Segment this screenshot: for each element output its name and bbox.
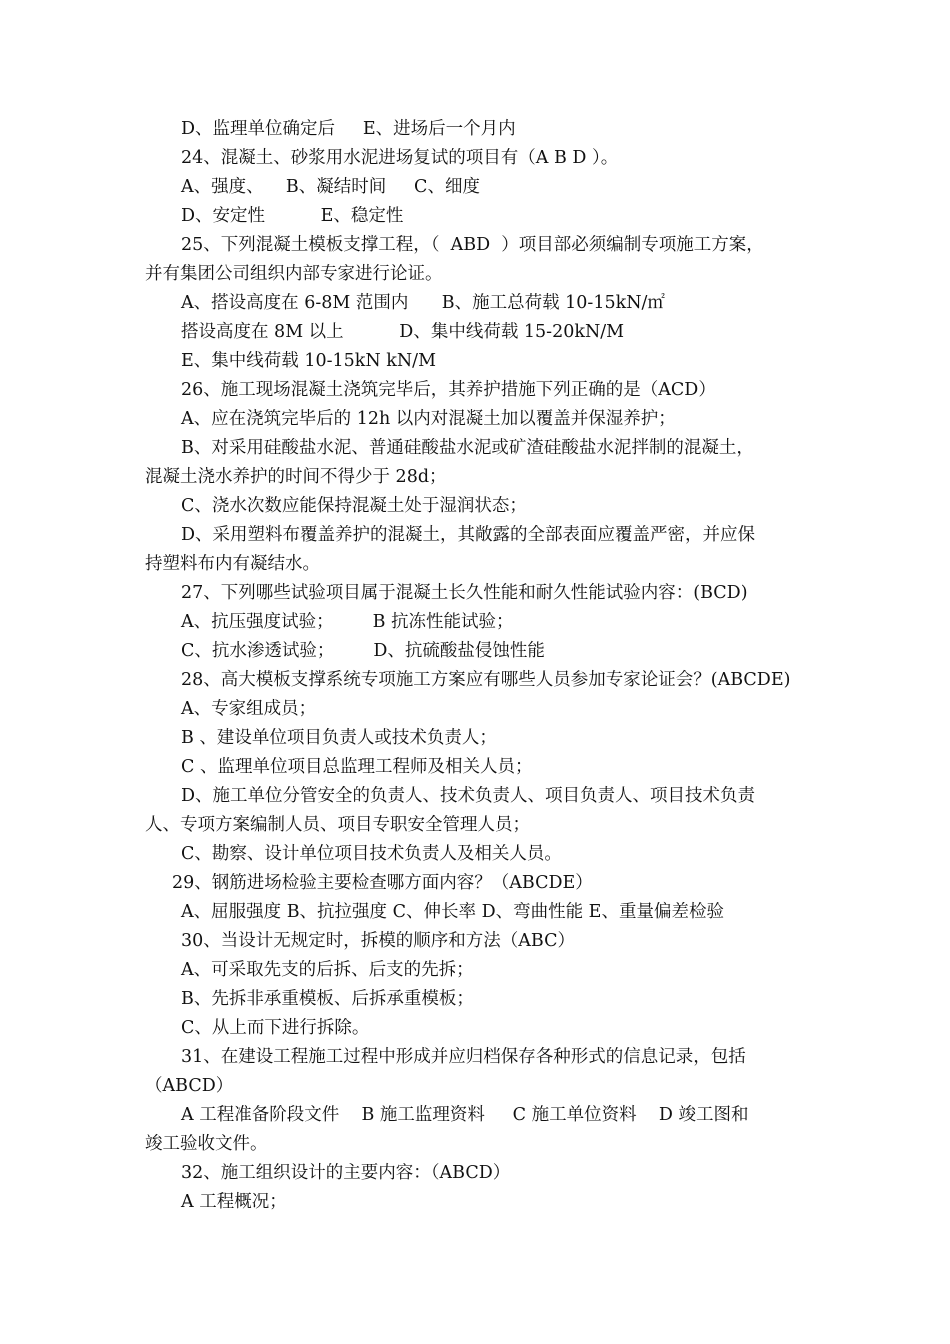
text-line: A、抗压强度试验； B 抗冻性能试验； xyxy=(181,612,514,632)
text-line: D、监理单位确定后 E、进场后一个月内 xyxy=(181,119,516,139)
text-line: A、可采取先支的后拆、后支的先拆； xyxy=(181,960,474,980)
text-line: B、先拆非承重模板、后拆承重模板； xyxy=(181,989,474,1009)
text-line: A、应在浇筑完毕后的 12h 以内对混凝土加以覆盖并保湿养护； xyxy=(181,409,676,429)
question-29: 29、钢筋进场检验主要检查哪方面内容？（ABCDE） xyxy=(172,873,593,893)
text-line: 竣工验收文件。 xyxy=(145,1134,268,1154)
text-line: 搭设高度在 8M 以上 D、集中线荷载 15-20kN/M xyxy=(181,322,625,342)
text-line: A、强度、 B、凝结时间 C、细度 xyxy=(181,177,480,197)
text-line: B 、建设单位项目负责人或技术负责人； xyxy=(181,728,497,748)
question-24: 24、混凝土、砂浆用水泥进场复试的项目有（A B D ）。 xyxy=(181,148,619,168)
text-line: A 工程概况； xyxy=(181,1192,287,1212)
text-line: B、对采用硅酸盐水泥、普通硅酸盐水泥或矿渣硅酸盐水泥拌制的混凝土， xyxy=(181,438,754,458)
text-line: （ABCD） xyxy=(145,1076,234,1096)
text-line: A、屈服强度 B、抗拉强度 C、伸长率 D、弯曲性能 E、重量偏差检验 xyxy=(181,902,724,922)
text-line: D、采用塑料布覆盖养护的混凝土，其敞露的全部表面应覆盖严密，并应保 xyxy=(181,525,756,545)
text-line: A、搭设高度在 6-8M 范围内 B、施工总荷载 10-15kN/㎡ xyxy=(181,293,665,313)
text-line: C、浇水次数应能保持混凝土处于湿润状态； xyxy=(181,496,527,516)
text-line: A、专家组成员； xyxy=(181,699,317,719)
question-28: 28、高大模板支撑系统专项施工方案应有哪些人员参加专家论证会？(ABCDE) xyxy=(181,670,791,690)
text-line: 并有集团公司组织内部专家进行论证。 xyxy=(145,264,443,284)
question-30: 30、当设计无规定时，拆模的顺序和方法（ABC） xyxy=(181,931,575,951)
question-26: 26、施工现场混凝土浇筑完毕后，其养护措施下列正确的是（ACD） xyxy=(181,380,716,400)
text-line: D、安定性 E、稳定性 xyxy=(181,206,404,226)
question-32: 32、施工组织设计的主要内容：（ABCD） xyxy=(181,1163,511,1183)
text-line: 混凝土浇水养护的时间不得少于 28d； xyxy=(145,467,447,487)
text-line: D、施工单位分管安全的负责人、技术负责人、项目负责人、项目技术负责 xyxy=(181,786,756,806)
text-line: C、抗水渗透试验； D、抗硫酸盐侵蚀性能 xyxy=(181,641,545,661)
text-line: C、从上而下进行拆除。 xyxy=(181,1018,370,1038)
question-27: 27、下列哪些试验项目属于混凝土长久性能和耐久性能试验内容：(BCD) xyxy=(181,583,748,603)
question-31: 31、在建设工程施工过程中形成并应归档保存各种形式的信息记录，包括 xyxy=(181,1047,746,1067)
text-line: 持塑料布内有凝结水。 xyxy=(145,554,320,574)
text-line: E、集中线荷载 10-15kN kN/M xyxy=(181,351,436,371)
text-line: C、勘察、设计单位项目技术负责人及相关人员。 xyxy=(181,844,562,864)
text-line: 人、专项方案编制人员、项目专职安全管理人员； xyxy=(145,815,530,835)
text-line: A 工程准备阶段文件 B 施工监理资料 C 施工单位资料 D 竣工图和 xyxy=(181,1105,749,1125)
question-25: 25、下列混凝土模板支撑工程，（ ABD ）项目部必须编制专项施工方案， xyxy=(181,235,764,255)
text-line: C 、监理单位项目总监理工程师及相关人员； xyxy=(181,757,533,777)
